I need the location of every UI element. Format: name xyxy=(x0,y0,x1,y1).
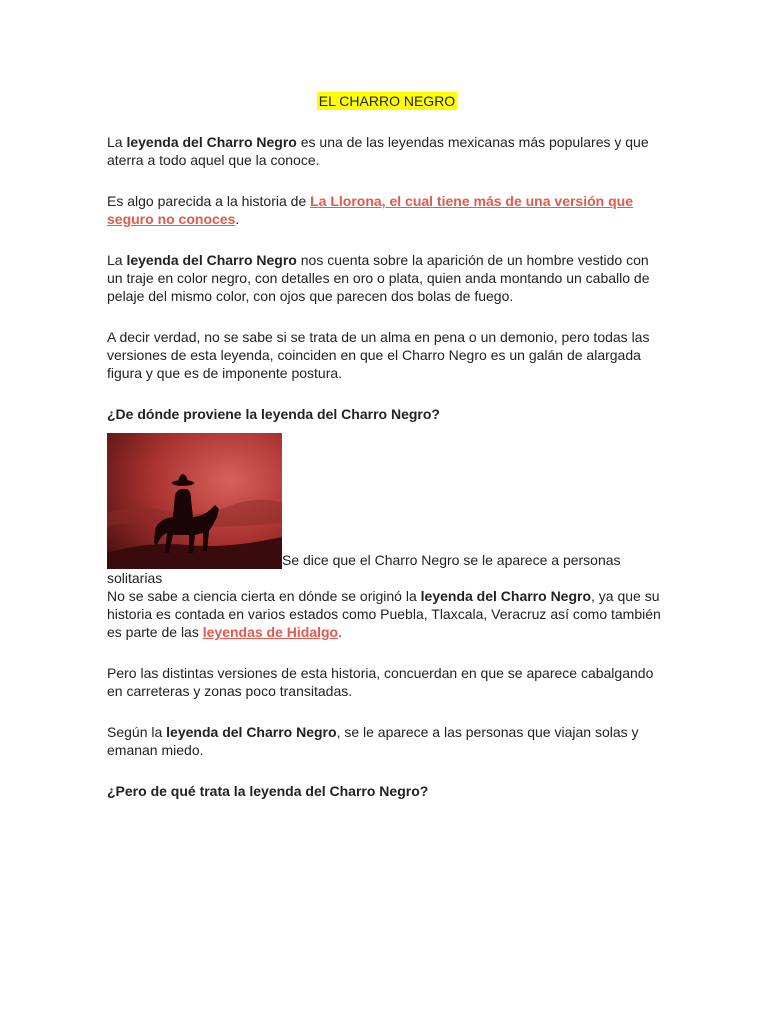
section-heading-trata: ¿Pero de qué trata la leyenda del Charro Negro? xyxy=(107,783,429,799)
section-heading-origin: ¿De dónde proviene la leyenda del Charro Negro? xyxy=(107,406,440,422)
text-run: nos cuenta sobre la aparición de un hombre vestido con un traje en color negro, con detalles en oro o plata, quien anda montando un caballo de pelaje del mismo color, con ojos que parecen dos bolas de fuego. xyxy=(107,252,650,304)
paragraph-versions: Pero las distintas versiones de esta historia, concuerdan en que se aparece cabalgando en carreteras y zonas poco transitadas. xyxy=(107,665,654,699)
title-row xyxy=(107,92,667,110)
text-run: , se le aparece a las personas que viajan solas y emanan miedo. xyxy=(107,724,639,758)
text-run: es una de las leyendas mexicanas más populares y que aterra a todo aquel que la conoce. xyxy=(107,134,649,168)
text-run: . xyxy=(338,624,342,640)
text-run: Es algo parecida a la historia de xyxy=(107,193,311,209)
charro-photo xyxy=(107,433,282,569)
paragraph-origin xyxy=(107,587,667,641)
photo-caption: Se dice que el Charro Negro se le aparece a personas solitarias xyxy=(107,552,621,586)
text-run: , ya que su historia es contada en varios estados como Puebla, Tlaxcala, Veracruz así como también es parte de las xyxy=(107,588,661,640)
paragraph-intro xyxy=(107,133,667,169)
paragraph-alma: A decir verdad, no se sabe si se trata de un alma en pena o un demonio, pero todas las versiones de esta leyenda, coinciden en que el Charro Negro es un galán de alargada figura y que es de imponente postura. xyxy=(107,329,650,381)
bold-term: leyenda del Charro Negro xyxy=(126,134,297,150)
bold-term: leyenda del Charro Negro xyxy=(126,252,297,268)
figure-with-caption xyxy=(107,433,667,587)
text-run: . xyxy=(235,211,240,227)
text-run: La xyxy=(107,134,127,150)
llorona-link[interactable]: La Llorona, el cual tiene más de una versión que seguro no conoces xyxy=(107,193,633,227)
bold-term: leyenda del Charro Negro xyxy=(420,588,592,604)
document-body xyxy=(107,92,667,810)
bold-term: leyenda del Charro Negro xyxy=(166,724,337,740)
hidalgo-link[interactable]: leyendas de Hidalgo xyxy=(202,624,339,640)
text-run: No se sabe a ciencia cierta en dónde se originó la xyxy=(107,588,421,604)
text-run: La xyxy=(107,252,127,268)
paragraph-viajeros xyxy=(107,723,667,759)
paragraph-description xyxy=(107,251,667,305)
document-title: EL CHARRO NEGRO xyxy=(318,93,456,109)
paragraph-llorona xyxy=(107,192,667,228)
text-run: Según la xyxy=(107,724,167,740)
